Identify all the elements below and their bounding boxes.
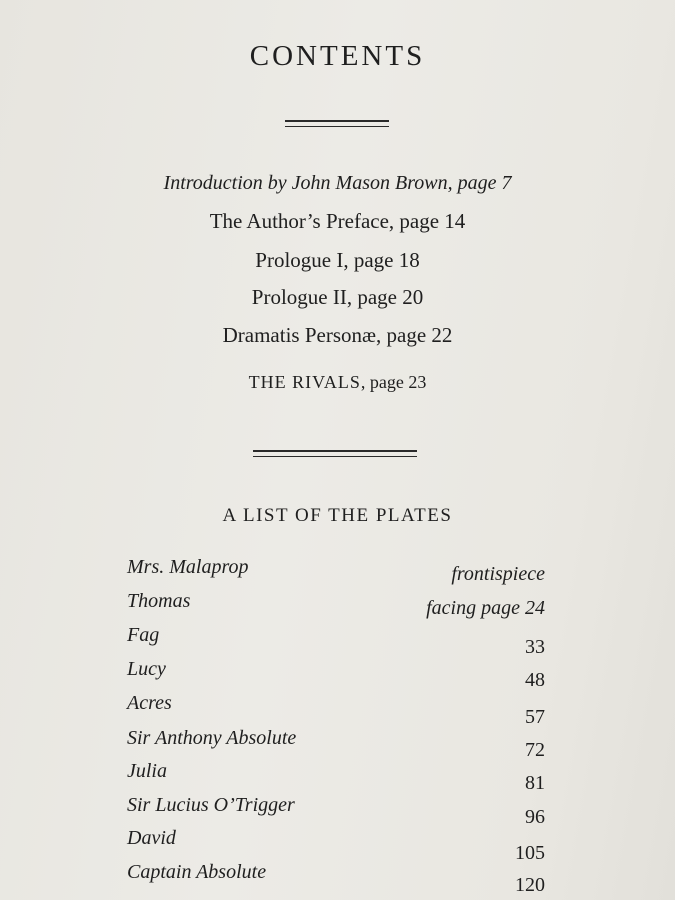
ornamental-rule-top-thin [285,126,389,127]
toc-the-rivals-page: , page 23 [360,372,427,392]
ornamental-rule-middle [253,450,417,452]
plate-name: Lucy [127,658,166,680]
plate-page: 96 [525,806,545,828]
plate-name: David [127,827,176,849]
plate-page: 72 [525,739,545,761]
ornamental-rule-top [285,120,389,122]
plate-page: 120 [515,874,545,896]
plate-page: 81 [525,772,545,794]
toc-prologue-2: Prologue II, page 20 [251,285,424,309]
toc-dramatis-personae: Dramatis Personæ, page 22 [222,323,453,347]
plate-name: Captain Absolute [127,861,267,883]
plate-name: Fag [127,624,160,646]
toc-the-rivals [0,372,675,393]
plate-name: Acres [127,692,172,714]
plate-page: 33 [525,636,545,658]
plate-page: frontispiece [451,563,545,585]
plate-page: 105 [515,842,545,864]
plate-name: Julia [127,760,167,782]
ornamental-rule-middle-thin [253,456,417,457]
plates-heading: A LIST OF THE PLATES [222,505,453,526]
toc-introduction [0,172,675,195]
plate-page: facing page 24 [426,597,545,619]
toc-preface: The Author’s Preface, page 14 [209,209,466,233]
contents-heading: CONTENTS [249,40,426,72]
plate-name: Sir Lucius O’Trigger [127,794,295,816]
toc-the-rivals-title: THE RIVALS [248,372,361,392]
plate-name: Thomas [127,590,191,612]
toc-prologue-1: Prologue I, page 18 [255,248,420,272]
plate-name: Sir Anthony Absolute [127,727,297,749]
toc-introduction-page: , page 7 [447,172,512,194]
plate-page: 57 [525,706,545,728]
plate-page: 48 [525,669,545,691]
toc-introduction-label: Introduction by John Mason Brown [163,172,448,194]
plate-name: Mrs. Malaprop [127,556,249,578]
